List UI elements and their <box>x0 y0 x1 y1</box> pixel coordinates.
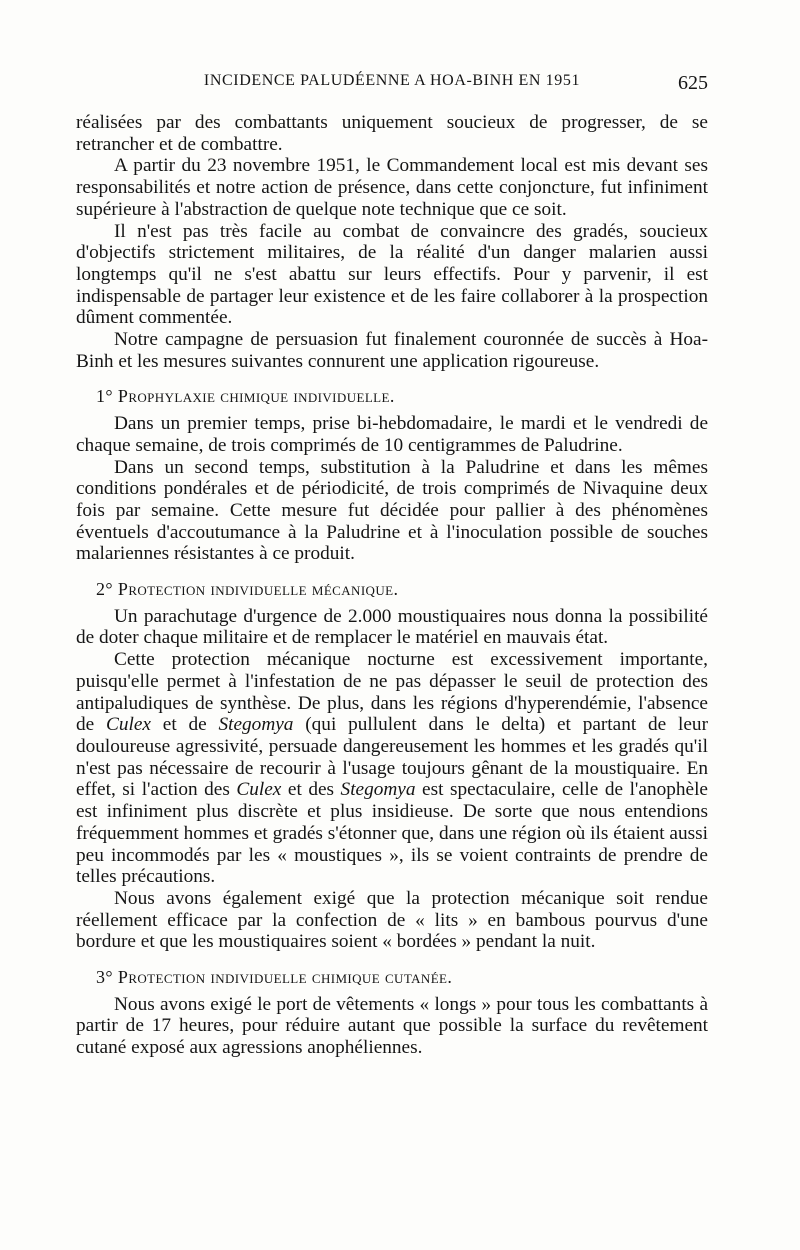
paragraph: réalisées par des combattants uniquement soucieux de progresser, de se retrancher et de combattre. <box>76 112 708 155</box>
text-run: et de <box>150 714 219 736</box>
section-heading-3 <box>76 967 708 989</box>
paragraph <box>76 649 708 888</box>
running-title: INCIDENCE PALUDÉENNE A HOA-BINH EN 1951 <box>203 72 581 89</box>
section-heading-2 <box>76 579 708 601</box>
section-heading-1 <box>76 386 708 408</box>
species-name: Culex <box>106 714 151 736</box>
species-name: Stegomya <box>340 779 416 801</box>
section-number: 1° <box>96 386 113 407</box>
species-name: Stegomya <box>218 714 294 736</box>
paragraph: Nous avons également exigé que la protection mécanique soit rendue réellement efficace par la confection de « lits » en bambous pourvus d'une bordure et que les moustiquaires soient « bordées » pendant la nuit. <box>76 887 708 953</box>
species-name: Culex <box>236 779 282 801</box>
section-title: Protection individuelle chimique cutanée. <box>117 967 453 988</box>
paragraph: Un parachutage d'urgence de 2.000 moustiquaires nous donna la possibilité de doter chaque militaire et de remplacer le matériel en mauvais état. <box>76 605 708 649</box>
paragraph: Dans un second temps, substitution à la Paludrine et dans les mêmes conditions pondérales et de périodicité, de trois comprimés de Nivaquine deux fois par semaine. Cette mesure fut décidée pour pallier à des phénomènes éventuels d'accoutumance à la Paludrine et à l'inoculation possible de souches malariennes résistantes à ce produit. <box>76 456 708 565</box>
section-number: 3° <box>96 967 113 988</box>
paragraph: A partir du 23 novembre 1951, le Commandement local est mis devant ses responsabilités et notre action de présence, dans cette conjoncture, fut infiniment supérieure à l'abstraction de quelque note technique que ce soit. <box>76 155 708 220</box>
text-run: et des <box>281 779 341 801</box>
paragraph: Notre campagne de persuasion fut finalement couronnée de succès à Hoa-Binh et les mesures suivantes connurent une application rigoureuse. <box>76 329 708 372</box>
section-title: Protection individuelle mécanique. <box>117 579 399 600</box>
text-run: (qui pullulent dans le delta) et partant de leur douloureuse agressivité, persuade dangereusement les hommes et les gradés qu'il n'est pas nécessaire de recourir à l'usage toujours gênant de la moustiquaire. En effet, si l'action des <box>76 714 708 801</box>
paragraph: Dans un premier temps, prise bi-hebdomadaire, le mardi et le vendredi de chaque semaine, de trois comprimés de 10 centigrammes de Paludrine. <box>76 413 708 456</box>
body-text <box>76 112 708 1059</box>
text-run: Cette protection mécanique nocturne est excessivement importante, puisqu'elle permet à l'infestation de ne pas dépasser le seuil de protection des antipaludiques de synthèse. De plus, dans les régions d'hyperendémie, l'absence de <box>76 649 708 736</box>
page-number: 625 <box>678 72 708 94</box>
paragraph: Nous avons exigé le port de vêtements « longs » pour tous les combattants à partir de 17 heures, pour réduire autant que possible la surface du revêtement cutané exposé aux agressions anophéliennes. <box>76 993 708 1059</box>
running-head <box>76 72 708 102</box>
section-title: Prophylaxie chimique individuelle. <box>117 386 395 407</box>
section-number: 2° <box>96 579 113 600</box>
text-run: est spectaculaire, celle de l'anophèle est infiniment plus discrète et plus insidieuse. De sorte que nous entendions fréquemment hommes et gradés s'étonner que, dans une région où ils étaient aussi peu incommodés par les « moustiques », ils se voient contraints de prendre de telles précautions. <box>76 779 708 888</box>
paragraph: Il n'est pas très facile au combat de convaincre des gradés, soucieux d'objectifs strictement militaires, de la réalité d'un danger malarien aussi longtemps qu'il ne s'est abattu sur leurs effectifs. Pour y parvenir, il est indispensable de partager leur existence et de les faire collaborer à la prospection dûment commentée. <box>76 220 708 329</box>
